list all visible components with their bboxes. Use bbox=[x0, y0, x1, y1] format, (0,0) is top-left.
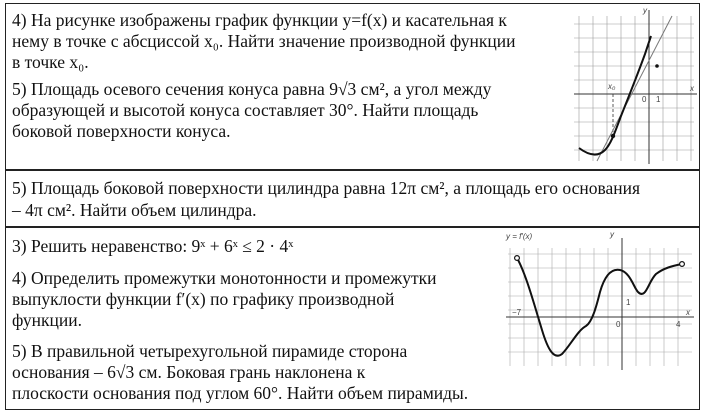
graph1-y-label: y bbox=[643, 6, 647, 15]
cylinder-line-1: 5) Площадь боковой поверхности цилиндра равна 12π см², а площадь его основания bbox=[12, 178, 641, 198]
graph1-x-label: x bbox=[690, 84, 694, 93]
q4-monotonic-line-3: функции. bbox=[12, 310, 82, 330]
derivative-curve bbox=[517, 258, 682, 356]
deriv-four-label: 4 bbox=[676, 320, 681, 329]
graph1-zero-label: 0 bbox=[642, 95, 647, 104]
deriv-title: y = f′(x) bbox=[506, 232, 533, 241]
q4-line-2: нему в точке с абсциссой x₀. Найти значение производной функции bbox=[12, 31, 516, 51]
q4-line-1: 4) На рисунке изображены график функции y=f(x) и касательная к bbox=[12, 10, 507, 30]
q5-pyramid-line-2: основания – 6√3 см. Боковая грань наклонена к bbox=[12, 362, 366, 382]
q4-monotonic-line-2: выпуклости функции f′(x) по графику производной bbox=[12, 289, 395, 309]
deriv-zero-label: 0 bbox=[616, 320, 621, 329]
task-block-3 bbox=[5, 227, 700, 410]
task-block-1 bbox=[5, 3, 700, 170]
graph1-one-label: 1 bbox=[656, 95, 661, 104]
q5-line-2: образующей и высотой конуса составляет 30°. Найти площадь bbox=[12, 100, 479, 120]
tangent-point bbox=[611, 134, 615, 138]
tangent-graph bbox=[569, 6, 699, 168]
open-endpoint-left bbox=[515, 256, 520, 261]
q3-inequality: 3) Решить неравенство: 9ˣ + 6ˣ ≤ 2 · 4ˣ bbox=[12, 236, 294, 256]
graph1-x0-label: x₀ bbox=[608, 82, 616, 91]
open-endpoint-right bbox=[680, 262, 685, 267]
q5-pyramid-line-1: 5) В правильной четырехугольной пирамиде сторона bbox=[12, 341, 408, 361]
deriv-x-label: x bbox=[686, 308, 690, 317]
q5-line-1: 5) Площадь осевого сечения конуса равна 9√3 см², а угол между bbox=[12, 79, 492, 99]
deriv-one-label: 1 bbox=[626, 298, 631, 307]
line-point bbox=[655, 64, 659, 68]
q5-line-3: боковой поверхности конуса. bbox=[12, 121, 231, 141]
cylinder-line-2: – 4π см². Найти объем цилиндра. bbox=[12, 200, 257, 220]
deriv-y-label: y bbox=[610, 230, 614, 239]
q5-pyramid-line-3: плоскости основания под углом 60°. Найти объем пирамиды. bbox=[12, 383, 469, 403]
task-block-2 bbox=[5, 170, 700, 227]
deriv-neg7-label: −7 bbox=[512, 308, 522, 317]
derivative-graph bbox=[496, 234, 696, 372]
q4-line-3: в точке x₀. bbox=[12, 52, 89, 72]
q4-monotonic-line-1: 4) Определить промежутки монотонности и промежутки bbox=[12, 268, 437, 288]
